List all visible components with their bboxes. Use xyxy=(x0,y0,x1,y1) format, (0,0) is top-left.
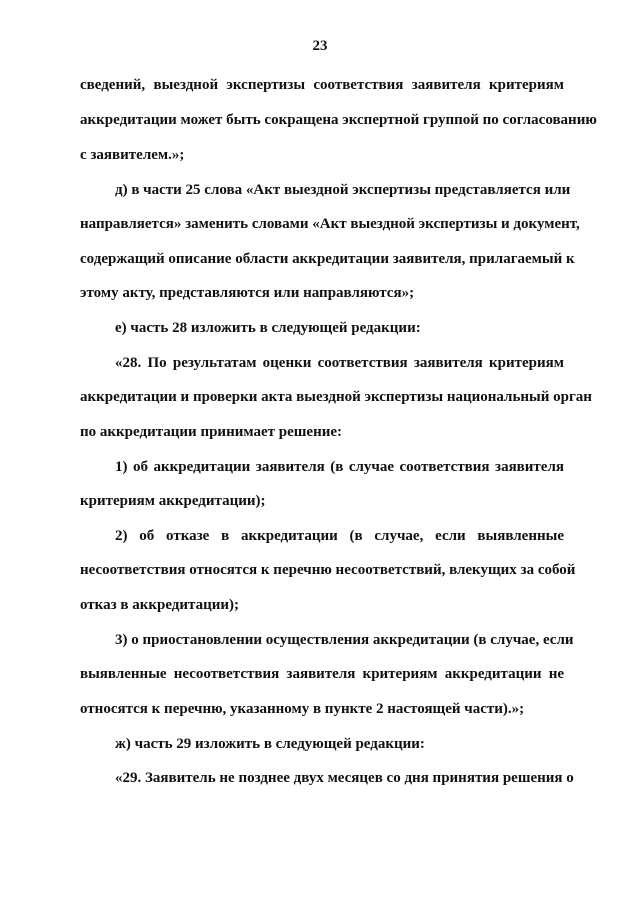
text-line: относятся к перечню, указанному в пункте 2 настоящей части).»; xyxy=(80,701,525,717)
text-line: 3) о приостановлении осуществления аккредитации (в случае, если xyxy=(115,632,574,648)
text-line: д) в части 25 слова «Акт выездной экспертизы представляется или xyxy=(115,182,571,198)
text-line: с заявителем.»; xyxy=(80,147,185,163)
text-line: сведений, выездной экспертизы соответствия заявителя критериям xyxy=(80,77,564,93)
text-line: 1) об аккредитации заявителя (в случае соответствия заявителя xyxy=(115,459,564,475)
text-line: по аккредитации принимает решение: xyxy=(80,424,343,440)
page-number: 23 xyxy=(312,38,328,54)
text-line: 2) об отказе в аккредитации (в случае, если выявленные xyxy=(115,528,564,544)
text-line: этому акту, представляются или направляются»; xyxy=(80,285,415,301)
text-line: несоответствия относятся к перечню несоответствий, влекущих за собой xyxy=(80,562,576,578)
text-line: отказ в аккредитации); xyxy=(80,597,240,613)
text-line: аккредитации и проверки акта выездной экспертизы национальный орган xyxy=(80,389,592,405)
text-line: критериям аккредитации); xyxy=(80,493,266,509)
text-line: е) часть 28 изложить в следующей редакции: xyxy=(115,320,421,336)
text-line: аккредитации может быть сокращена экспертной группой по согласованию xyxy=(80,112,597,128)
text-line: «28. По результатам оценки соответствия заявителя критериям xyxy=(115,355,564,371)
text-line: ж) часть 29 изложить в следующей редакции: xyxy=(115,736,425,752)
text-line: «29. Заявитель не позднее двух месяцев со дня принятия решения о xyxy=(115,770,574,786)
text-line: выявленные несоответствия заявителя критериям аккредитации не xyxy=(80,666,564,682)
text-line: направляется» заменить словами «Акт выездной экспертизы и документ, xyxy=(80,216,580,232)
text-line: содержащий описание области аккредитации заявителя, прилагаемый к xyxy=(80,251,575,267)
